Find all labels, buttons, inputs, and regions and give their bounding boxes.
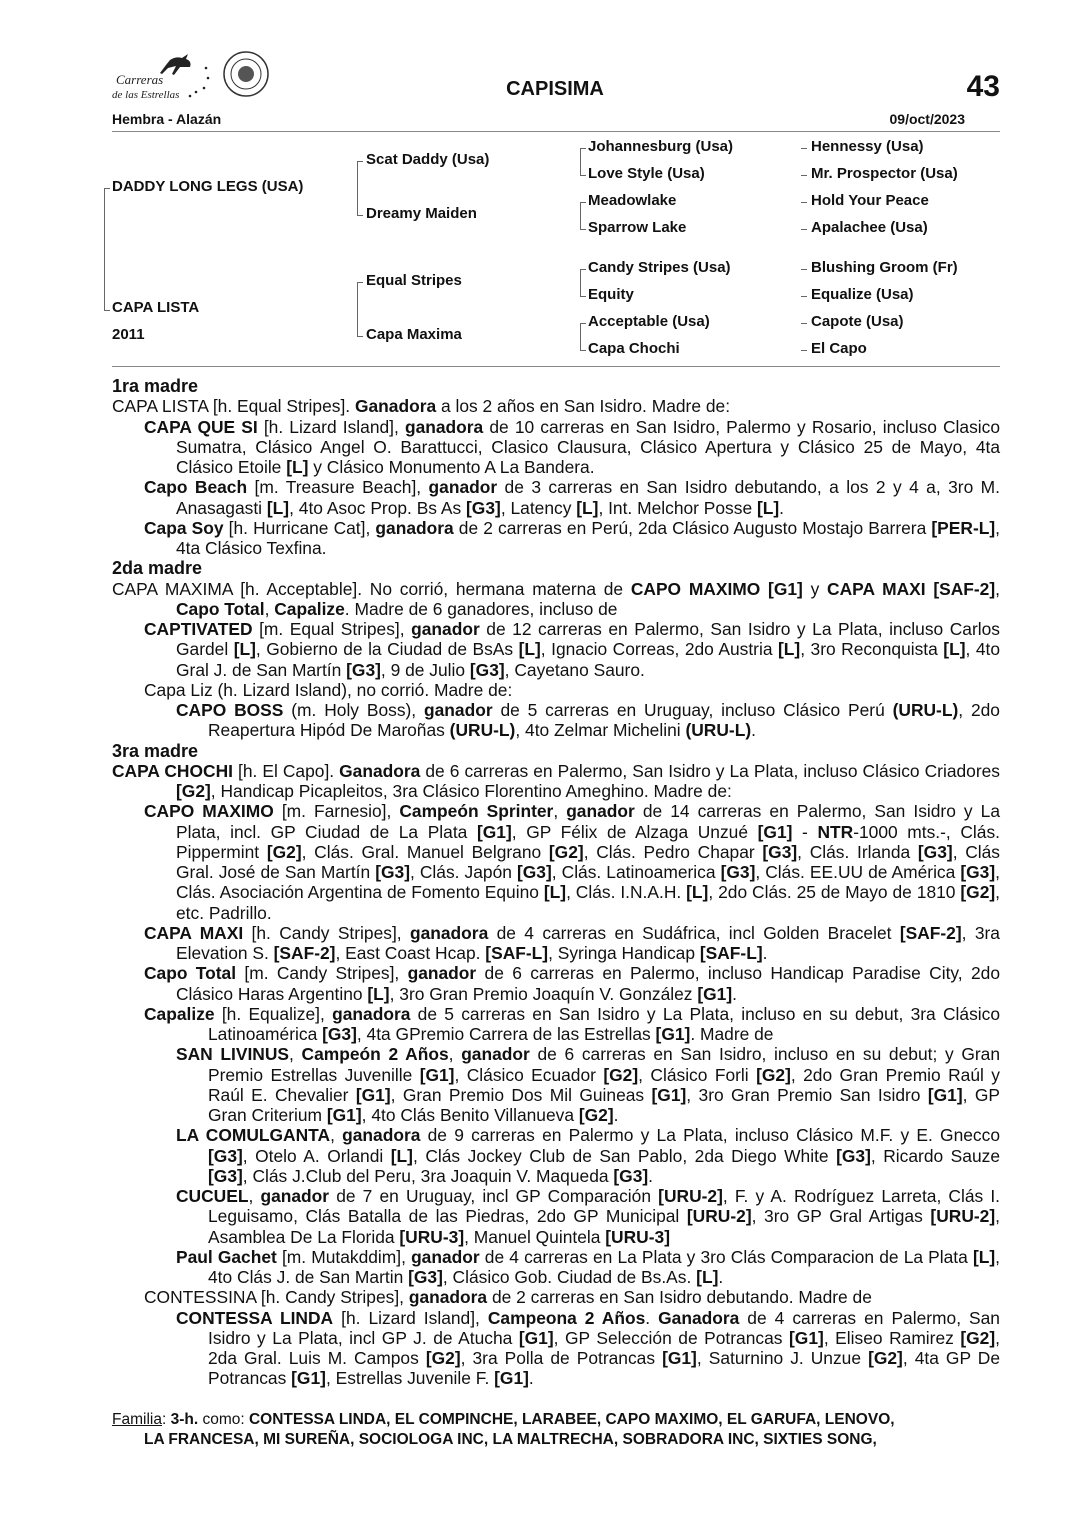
lot-number: 43 <box>966 70 1000 103</box>
familia-label: Familia <box>112 1411 162 1428</box>
section-heading: 3ra madre <box>112 740 199 761</box>
logo <box>112 48 272 106</box>
sire: DADDY LONG LEGS (USA) <box>112 178 304 195</box>
logo-text-2: de las Estrellas <box>112 89 180 101</box>
dam-sire: Equal Stripes <box>366 272 462 289</box>
bracket <box>104 188 105 310</box>
divider <box>112 366 1000 367</box>
g3-2: Love Style (Usa) <box>588 165 705 182</box>
produce-entry: CAPA MAXIMA [h. Acceptable]. No corrió, hermana materna de CAPO MAXIMO [G1] y CAPA MAXI [SAF-2], Capo Total, Capalize. Madre de 6 ganadores, incluso de <box>112 578 1000 619</box>
produce-entry: CAPA QUE SI [h. Lizard Island], ganadora de 10 carreras en San Isidro, Palermo y Rosario, incluso Clasico Sumatra, Clásico Angel O. Barattucci, Clasico Clausura, Clásico Apertura y Clásico 25 de Mayo, 4ta Clásico Etoile [L] y Clásico Monumento A La Bandera. <box>144 416 1001 477</box>
produce-entry: CAPA CHOCHI [h. El Capo]. Ganadora de 6 carreras en Palermo, San Isidro y La Plata, incluso Clásico Criadores [G2], Handicap Picapleitos, 3ra Clásico Florentino Ameghino. Madre de: <box>112 760 1000 801</box>
dam: CAPA LISTA <box>112 299 200 316</box>
stars-icon <box>189 67 210 98</box>
sex-color: Hembra - Alazán <box>112 111 222 127</box>
produce-entry: Capo Total [m. Candy Stripes], ganador de 6 carreras en Palermo, incluso Handicap Paradise City, 2do Clásico Haras Argentino [L], 3ro Gran Premio Joaquín V. González [G1]. <box>144 963 1000 1004</box>
produce-entry: CAPTIVATED [m. Equal Stripes], ganador de 12 carreras en Palermo, San Isidro y La Plata, incluso Carlos Gardel [L], Gobierno de la Ciudad de BsAs [L], Ignacio Correas, 2do Austria [L], 3ro Reconquista [L], 4to Gral J. de San Martín [G3], 9 de Julio [G3], Cayetano Sauro. <box>144 619 1001 680</box>
dam-year: 2011 <box>112 326 145 343</box>
g3-4: Sparrow Lake <box>588 219 687 236</box>
g3-1: Johannesburg (Usa) <box>588 138 734 155</box>
g4-8: El Capo <box>811 340 867 357</box>
g3-7: Acceptable (Usa) <box>588 313 710 330</box>
horse-name: CAPISIMA <box>506 78 604 100</box>
seal-icon <box>224 52 268 96</box>
divider <box>112 131 1000 132</box>
produce-entry: CONTESSA LINDA [h. Lizard Island], Campeona 2 Años. Ganadora de 4 carreras en Palermo, San Isidro y La Plata, incl GP J. de Atucha [G1], GP Selección de Potrancas [G1], Eliseo Ramirez [G2], 2da Gral. Luis M. Campos [G2], 3ra Polla de Potrancas [G1], Saturnino J. Unzue [G2], 4ta GP De Potrancas [G1], Estrellas Juvenile F. [G1]. <box>176 1307 1000 1389</box>
produce-entry: Capa Liz (h. Lizard Island), no corrió. Madre de: <box>144 679 513 700</box>
produce-entry: Paul Gachet [m. Mutakddim], ganador de 4 carreras en La Plata y 3ro Clás Comparacion de La Plata [L], 4to Clás J. de San Martin [G3], Clásico Gob. Ciudad de Bs.As. [L]. <box>176 1246 1001 1287</box>
g4-4: Apalachee (Usa) <box>811 219 928 236</box>
produce-entry: SAN LIVINUS, Campeón 2 Años, ganador de 6 carreras en San Isidro, incluso en su debut; y Gran Premio Estrellas Juvenille [G1], Clásico Ecuador [G2], Clásico Forli [G2], 2do Gran Premio Raúl y Raúl E. Chevalier [G1], Gran Premio Dos Mil Guineas [G1], 3ro Gran Premio San Isidro [G1], GP Gran Criterium [G1], 4to Clás Benito Villanueva [G2]. <box>176 1044 1001 1125</box>
g3-6: Equity <box>588 286 634 303</box>
familia: Familia: 3-h. como: CONTESSA LINDA, EL COMPINCHE, LARABEE, CAPO MAXIMO, EL GARUFA, LENOVO, LA FRANCESA, MI SUREÑA, SOCIOLOGA INC, LA MALTRECHA, SOBRADORA INC, SIXTIES SONG, <box>112 1411 895 1448</box>
produce-entry: Capa Soy [h. Hurricane Cat], ganadora de 2 carreras en Perú, 2da Clásico Augusto Mostajo Barrera [PER-L], 4ta Clásico Texfina. <box>144 517 1000 558</box>
g4-5: Blushing Groom (Fr) <box>811 259 958 276</box>
section-heading: 2da madre <box>112 558 203 579</box>
produce-entry: CONTESSINA [h. Candy Stripes], ganadora de 2 carreras en San Isidro debutando. Madre de <box>144 1287 872 1308</box>
logo-text-1: Carreras <box>116 72 164 87</box>
dam-dam: Capa Maxima <box>366 326 462 343</box>
produce-entry: CAPO BOSS (m. Holy Boss), ganador de 5 carreras en Uruguay, incluso Clásico Perú (URU-L), 2do Reapertura Hipód De Maroñas (URU-L), 4to Zelmar Michelini (URU-L). <box>176 700 1000 741</box>
section-heading: 1ra madre <box>112 376 199 396</box>
produce-entry: CAPO MAXIMO [m. Farnesio], Campeón Sprinter, ganador de 14 carreras en Palermo, San Isidro y La Plata, incl. GP Ciudad de La Plata [G1], GP Félix de Alzaga Unzué [G1] - NTR-1000 mts.-, Clás. Pippermint [G2], Clás. Gral. Manuel Belgrano [G2], Clás. Pedro Chapar [G3], Clás. Irlanda [G3], Clás Gral. José de San Martín [G3], Clás. Japón [G3], Clás. Latinoamerica [G3], Clás. EE.UU de América [G3], Clás. Asociación Argentina de Fomento Equino [L], Clás. I.N.A.H. [L], 2do Clás. 25 de Mayo de 1810 [G2], etc. Padrillo. <box>144 801 1001 923</box>
produce-entry: LA COMULGANTA, ganadora de 9 carreras en Palermo y La Plata, incluso Clásico M.F. y E. Gnecco [G3], Otelo A. Orlandi [L], Clás Jockey Club de San Pablo, 2da Diego White [G3], Ricardo Sauze [G3], Clás J.Club del Peru, 3ra Joaquin V. Maqueda [G3]. <box>176 1125 1000 1186</box>
g4-1: Hennessy (Usa) <box>811 138 924 155</box>
produce-entry: CAPA LISTA [h. Equal Stripes]. Ganadora a los 2 años en San Isidro. Madre de: <box>112 396 731 417</box>
produce-record <box>112 376 1000 1389</box>
g4-3: Hold Your Peace <box>811 192 929 209</box>
g4-7: Capote (Usa) <box>811 313 904 330</box>
sire-dam: Dreamy Maiden <box>366 205 477 222</box>
familia-line-1: CONTESSA LINDA, EL COMPINCHE, LARABEE, CAPO MAXIMO, EL GARUFA, LENOVO, <box>248 1411 895 1428</box>
g3-3: Meadowlake <box>588 192 677 209</box>
g4-6: Equalize (Usa) <box>811 286 914 303</box>
produce-entry: Capo Beach [m. Treasure Beach], ganador de 3 carreras en San Isidro debutando, a los 2 y 4 a, 3ro M. Anasagasti [L], 4to Asoc Prop. Bs As [G3], Latency [L], Int. Melchor Posse [L]. <box>144 477 1000 518</box>
horse-icon <box>160 54 191 75</box>
familia-number: 3-h. <box>170 1411 199 1428</box>
g3-8: Capa Chochi <box>588 340 680 357</box>
sale-date: 09/oct/2023 <box>889 111 965 127</box>
sire-sire: Scat Daddy (Usa) <box>366 151 490 168</box>
produce-entry: CUCUEL, ganador de 7 en Uruguay, incl GP Comparación [URU-2], F. y A. Rodríguez Larreta, Clás I. Leguisamo, Clás Batalla de las Piedras, 2do GP Municipal [URU-2], 3ro GP Gral Artigas [URU-2], Asamblea De La Florida [URU-3], Manuel Quintela [URU-3] <box>176 1186 1001 1247</box>
g4-2: Mr. Prospector (Usa) <box>811 165 958 182</box>
g3-5: Candy Stripes (Usa) <box>588 259 731 276</box>
familia-line-2: LA FRANCESA, MI SUREÑA, SOCIOLOGA INC, LA MALTRECHA, SOBRADORA INC, SIXTIES SONG, <box>144 1431 877 1448</box>
produce-entry: CAPA MAXI [h. Candy Stripes], ganadora de 4 carreras en Sudáfrica, incl Golden Bracelet [SAF-2], 3ra Elevation S. [SAF-2], East Coast Hcap. [SAF-L], Syringa Handicap [SAF-L]. <box>144 922 1000 963</box>
produce-entry: Capalize [h. Equalize], ganadora de 5 carreras en San Isidro y La Plata, incluso en su debut, 3ra Clásico Latinoamérica [G3], 4ta GPremio Carrera de las Estrellas [G1]. Madre de <box>144 1003 1000 1044</box>
